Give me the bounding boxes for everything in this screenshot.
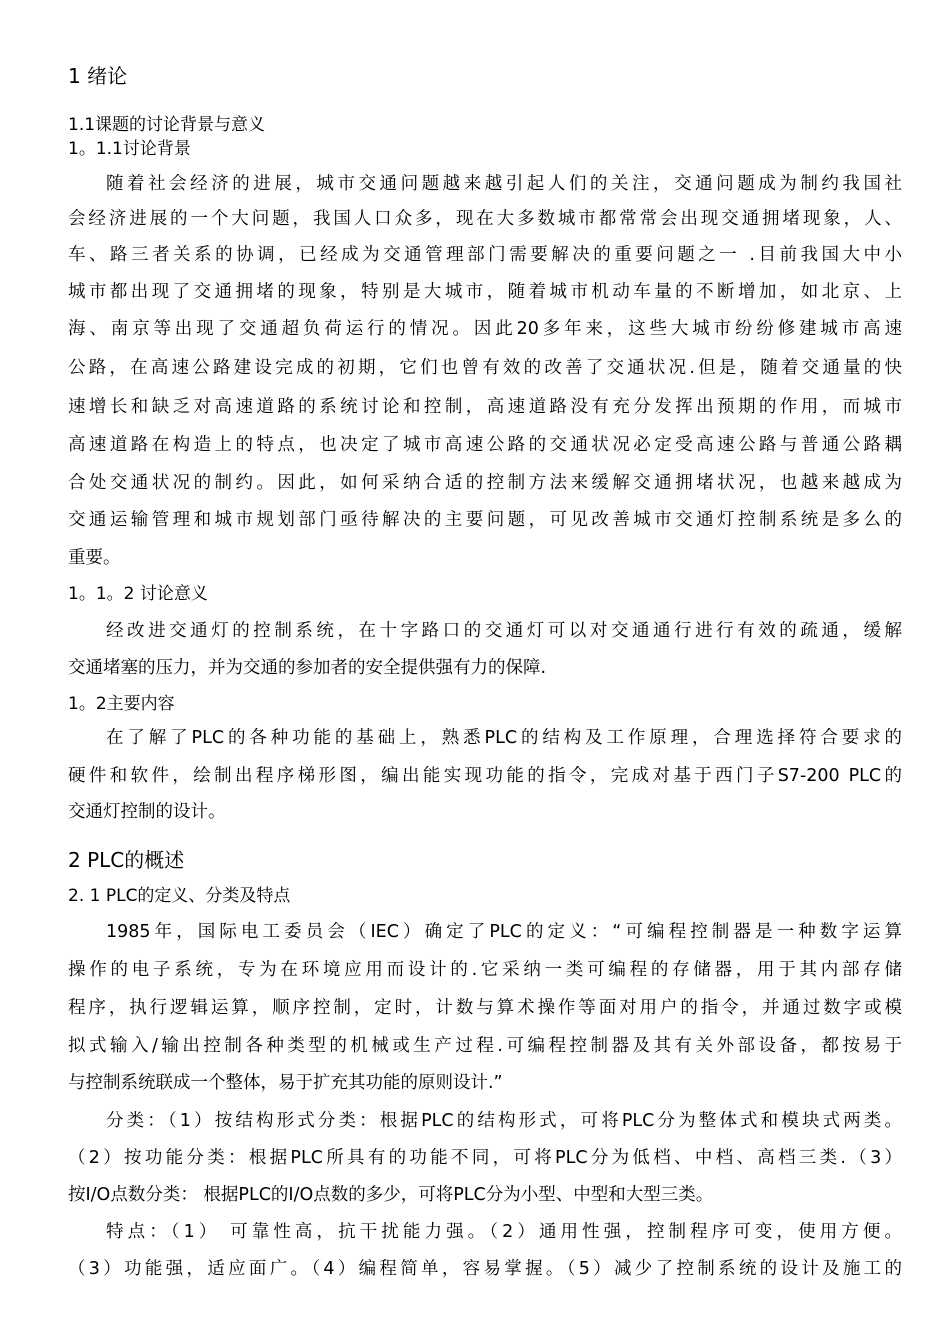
chapter-1-title: 1 绪论	[68, 64, 128, 88]
section-1-2-heading: 1。2主要内容	[68, 694, 175, 714]
paragraph-line: 拟式输入/输出控制各种类型的机械或生产过程.可编程控制器及其有关外部设备，都按易于	[68, 1036, 902, 1056]
paragraph-line: 海、南京等出现了交通超负荷运行的情况。因此20多年来，这些大城市纷纷修建城市高速	[68, 319, 902, 339]
paragraph-line: 与控制系统联成一个整体，易于扩充其功能的原则设计.”	[68, 1073, 503, 1093]
paragraph-line: 城市都出现了交通拥堵的现象，特别是大城市，随着城市机动车量的不断增加，如北京、上	[68, 282, 902, 302]
section-2-1-heading: 2. 1 PLC的定义、分类及特点	[68, 886, 291, 906]
paragraph-line: 硬件和软件，绘制出程序梯形图，编出能实现功能的指令，完成对基于西门子S7-200 PLC的	[68, 766, 902, 786]
paragraph-line: 经改进交通灯的控制系统，在十字路口的交通灯可以对交通通行进行有效的疏通，缓解	[106, 621, 902, 641]
chapter-2-title: 2 PLC的概述	[68, 848, 185, 872]
paragraph-line: 特点：（1） 可靠性高，抗干扰能力强。（2）通用性强，控制程序可变，使用方便。	[106, 1222, 902, 1242]
section-1-1-heading: 1.1课题的讨论背景与意义	[68, 115, 266, 135]
paragraph-line: 会经济进展的一个大问题，我国人口众多，现在大多数城市都常常会出现交通拥堵现象，人、	[68, 209, 902, 229]
paragraph-line: 重要。	[68, 548, 121, 568]
paragraph-line: 高速道路在构造上的特点，也决定了城市高速公路的交通状况必定受高速公路与普通公路耦	[68, 435, 902, 455]
paragraph-line: 操作的电子系统，专为在环境应用而设计的.它采纳一类可编程的存储器，用于其内部存储	[68, 960, 902, 980]
paragraph-line: 交通运输管理和城市规划部门亟待解决的主要问题，可见改善城市交通灯控制系统是多么的	[68, 510, 902, 530]
paragraph-line: 交通灯控制的设计。	[68, 802, 226, 822]
paragraph-line: 速增长和缺乏对高速道路的系统讨论和控制，高速道路没有充分发挥出预期的作用，而城市	[68, 397, 902, 417]
paragraph-line: 程序，执行逻辑运算，顺序控制，定时，计数与算术操作等面对用户的指令，并通过数字或模	[68, 998, 902, 1018]
paragraph-line: 公路，在高速公路建设完成的初期，它们也曾有效的改善了交通状况.但是，随着交通量的快	[68, 358, 902, 378]
section-1-1-2-heading: 1。1。2 讨论意义	[68, 584, 208, 604]
paragraph-line: 车、路三者关系的协调，已经成为交通管理部门需要解决的重要问题之一 .目前我国大中小	[68, 245, 902, 265]
paragraph-line: （3）功能强，适应面广。（4）编程简单，容易掌握。（5）减少了控制系统的设计及施工的	[68, 1259, 902, 1279]
paragraph-line: 随着社会经济的进展，城市交通问题越来越引起人们的关注，交通问题成为制约我国社	[106, 174, 902, 194]
paragraph-line: 交通堵塞的压力，并为交通的参加者的安全提供强有力的保障.	[68, 658, 547, 678]
paragraph-line: （2）按功能分类：根据PLC所具有的功能不同，可将PLC分为低档、中档、高档三类.（3）	[68, 1148, 902, 1168]
paragraph-line: 在了解了PLC的各种功能的基础上，熟悉PLC的结构及工作原理，合理选择符合要求的	[106, 728, 902, 748]
paragraph-line: 分类：（1）按结构形式分类：根据PLC的结构形式，可将PLC分为整体式和模块式两类。	[106, 1111, 902, 1131]
paragraph-line: 1985年，国际电工委员会（IEC）确定了PLC的定义：“可编程控制器是一种数字运算	[106, 922, 902, 942]
paragraph-line: 合处交通状况的制约。因此，如何采纳合适的控制方法来缓解交通拥堵状况，也越来越成为	[68, 473, 902, 493]
paragraph-line: 按I/O点数分类： 根据PLC的I/O点数的多少，可将PLC分为小型、中型和大型三类。	[68, 1185, 714, 1205]
section-1-1-1-heading: 1。1.1讨论背景	[68, 139, 191, 159]
